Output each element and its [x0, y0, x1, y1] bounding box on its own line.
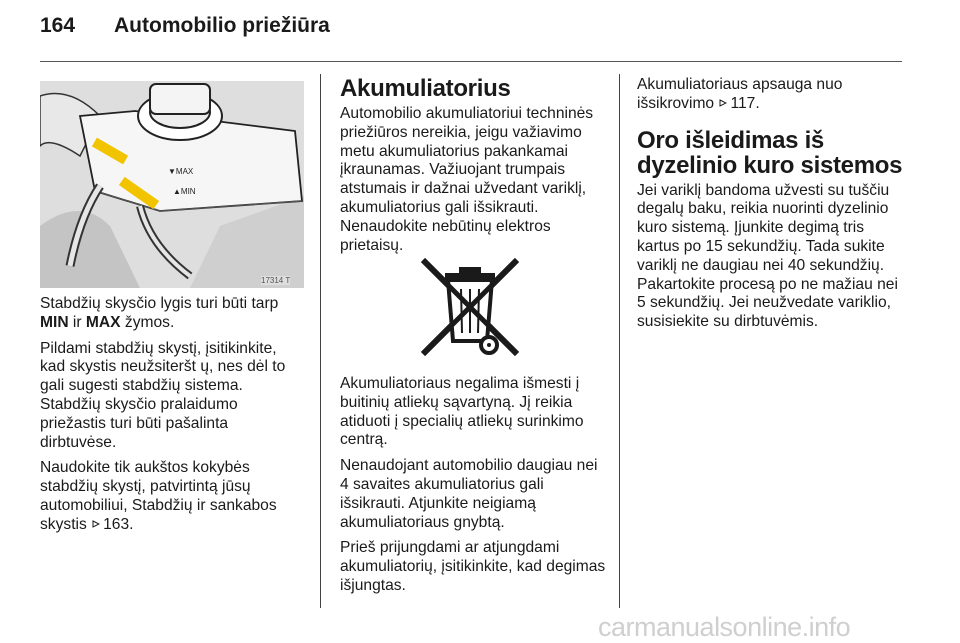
column-2 — [340, 76, 608, 262]
page-ref[interactable]: 163. — [103, 515, 134, 533]
battery-protection-paragraph — [637, 76, 905, 114]
column-1 — [40, 295, 304, 542]
column-divider-2 — [619, 74, 620, 608]
text: Naudokite tik aukštos kokybės stabdžių skystį, patvirtintą jūsų automobiliui, Stabdžių ir sankabos skystis — [40, 459, 277, 533]
figure-code: 17314 T — [261, 276, 291, 285]
min-mark: MIN — [40, 313, 69, 331]
diesel-bleeding-heading: Oro išleidimas iš dyzelinio kuro sistemos — [637, 126, 903, 179]
page-ref[interactable]: 117. — [730, 94, 760, 112]
battery-discharge-paragraph: Nenaudojant automobilio daugiau nei 4 savaites akumuliatorius gali išsikrauti. Atjunkite neigiamą akumuliatoriaus gnybtą. — [340, 457, 598, 531]
battery-heading: Akumuliatorius — [340, 75, 511, 102]
crossed-out-bin-icon — [415, 255, 525, 365]
page-title: Automobilio priežiūra — [114, 14, 330, 37]
column-2-lower — [340, 375, 608, 603]
battery-maintenance-paragraph: Automobilio akumuliatoriui techninės priežiūros nereikia, jeigu važiavimo metu akumuliatorius pakankamai įkraunamas. Važiuojant trumpais atstumais ir dažnai užvedant variklį, akumuliatorius gali išsikrauti. Nenaudokite nebūtinų elektros prietaisų. — [340, 105, 594, 254]
text: žymos. — [120, 313, 175, 331]
svg-text:▼MAX: ▼MAX — [168, 167, 194, 176]
column-divider-1 — [320, 74, 321, 608]
text: ir — [68, 313, 86, 331]
column-3 — [637, 76, 905, 339]
battery-ignition-paragraph: Prieš prijungdami ar atjungdami akumuliatorių, įsitikinkite, kad degimas išjungtas. — [340, 539, 606, 594]
brake-fluid-quality-paragraph — [40, 459, 304, 534]
brake-fluid-fill-paragraph: Pildami stabdžių skystį, įsitikinkite, kad skystis neužsiteršt ų, nes dėl to gali sugesti stabdžių sistema. Stabdžių skysčio pralaidumo priežastis turi būti pašalinta dirbtuvėse. — [40, 339, 286, 451]
battery-disposal-paragraph: Akumuliatoriaus negalima išmesti į buitinių atliekų sąvartyną. Jį reikia atiduoti į specialių atliekų surinkimo centrą. — [340, 375, 584, 449]
max-mark: MAX — [85, 313, 121, 331]
page-ref-arrow-icon — [719, 99, 727, 107]
svg-text:▲MIN: ▲MIN — [173, 187, 196, 196]
page-number: 164 — [40, 14, 76, 37]
text: Akumuliatoriaus apsauga nuo išsikrovimo — [637, 76, 843, 112]
diesel-bleeding-paragraph: Jei variklį bandoma užvesti su tuščiu degalų baku, reikia nuorinti dyzelinio kuro sistemą. Įjunkite degimą tris kartus po 15 sekundžių. Tada sukite variklį ne daugiau nei 40 sekundžių. Pakartokite procesą po ne mažiau nei 5 sekundžių. Jei neužvedate variklio, susisiekite su dirbtuvėmis. — [637, 181, 898, 331]
text: Stabdžių skysčio lygis turi būti tarp — [40, 295, 279, 312]
watermark: carmanualsonline.info — [598, 612, 851, 642]
page-ref-arrow-icon — [92, 520, 100, 528]
brake-fluid-reservoir-illustration — [40, 76, 304, 288]
header-rule — [40, 61, 902, 62]
page-header — [40, 14, 330, 38]
brake-fluid-level-paragraph — [40, 295, 304, 333]
